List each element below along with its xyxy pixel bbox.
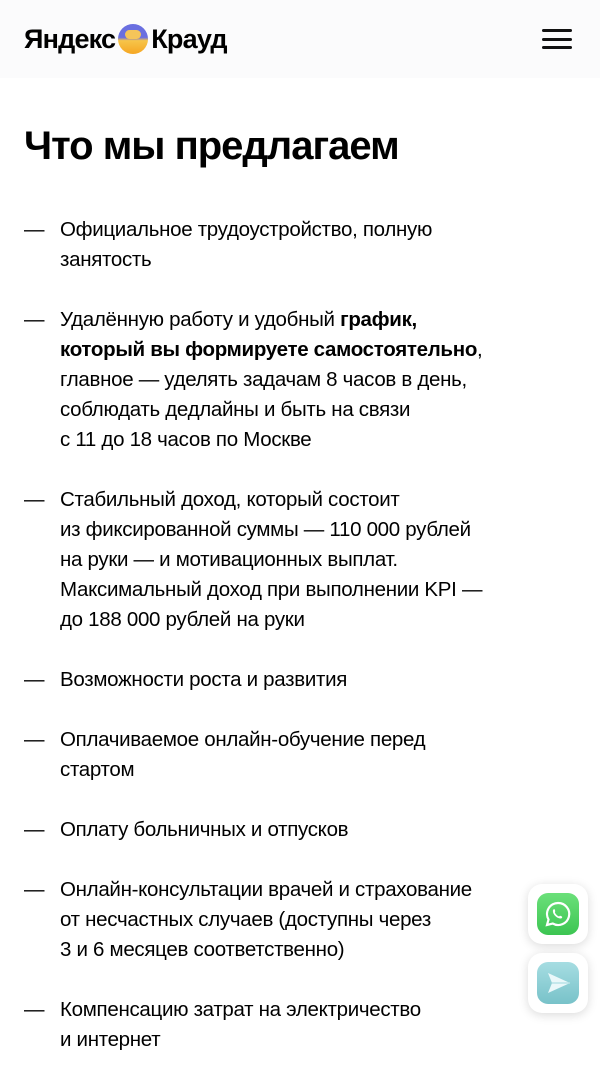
dash-bullet: — [24,308,45,331]
header [0,0,600,78]
text-segment: до 188 000 рублей на руки [60,608,305,631]
text-segment: 3 и 6 месяцев соответственно) [60,938,345,961]
crowd-logo-icon [118,24,148,54]
text-line [60,665,347,695]
offer-item [24,815,584,845]
whatsapp-icon [537,893,579,935]
telegram-button[interactable] [528,953,588,1013]
text-segment: Максимальный доход при выполнении KPI — [60,578,483,601]
send-icon [537,962,579,1004]
text-line [60,365,482,395]
text-segment: на руки — и мотивационных выплат. [60,548,398,571]
text-line [60,605,482,635]
bold-text: который вы формируете самостоятельно [60,338,478,361]
offer-text [60,665,347,695]
dash-bullet: — [24,878,45,901]
text-line [60,755,425,785]
menu-icon[interactable] [542,29,572,49]
text-segment: из фиксированной суммы — 110 000 рублей [60,518,471,541]
text-segment: с 11 до 18 часов по Москве [60,428,312,451]
text-line [60,485,482,515]
text-segment: Компенсацию затрат на электричество [60,998,421,1021]
offer-item [24,215,584,275]
offer-text [60,305,482,455]
offer-text [60,725,425,785]
text-segment: Удалённую работу и удобный [60,308,341,331]
offer-item [24,305,584,455]
text-segment: , [477,338,483,361]
text-line [60,395,482,425]
logo-text-crowd: Крауд [151,23,227,54]
text-segment: главное — уделять задачам 8 часов в день, [60,368,467,391]
text-line [60,725,425,755]
dash-bullet: — [24,218,45,241]
offer-item [24,485,584,635]
text-segment: Официальное трудоустройство, полную [60,218,433,241]
logo-text-yandex: Яндекс [24,23,116,54]
text-line [60,215,432,245]
text-line [60,545,482,575]
text-segment: занятость [60,248,152,271]
text-line [60,425,482,455]
text-line [60,515,482,545]
dash-bullet: — [24,728,45,751]
dash-bullet: — [24,668,45,691]
offer-text [60,485,482,635]
text-line [60,875,472,905]
offer-item [24,725,584,785]
text-segment: Возможности роста и развития [60,668,348,691]
text-line [60,1025,421,1055]
text-segment: Оплату больничных и отпусков [60,818,349,841]
offer-text [60,215,432,275]
text-segment: стартом [60,758,135,781]
yandex-crowd-logo[interactable] [24,24,227,55]
offer-text [60,995,421,1055]
text-line [60,995,421,1025]
dash-bullet: — [24,818,45,841]
text-segment: соблюдать дедлайны и быть на связи [60,398,411,421]
text-line [60,905,472,935]
text-line [60,335,482,365]
text-line [60,575,482,605]
text-segment: Онлайн-консультации врачей и страхование [60,878,472,901]
text-line [60,305,482,335]
text-segment: от несчастных случаев (доступны через [60,908,431,931]
text-line [60,935,472,965]
offer-text [60,815,348,845]
offer-item [24,665,584,695]
text-segment: Стабильный доход, который состоит [60,488,400,511]
text-line [60,245,432,275]
offer-list [24,215,584,1085]
page-title: Что мы предлагаем [24,124,399,168]
whatsapp-button[interactable] [528,884,588,944]
offer-text [60,875,472,965]
offer-item [24,995,584,1055]
text-segment: Оплачиваемое онлайн-обучение перед [60,728,426,751]
dash-bullet: — [24,998,45,1021]
text-line [60,815,348,845]
offer-item [24,875,584,965]
bold-text: график, [340,308,417,331]
dash-bullet: — [24,488,45,511]
text-segment: и интернет [60,1028,161,1051]
